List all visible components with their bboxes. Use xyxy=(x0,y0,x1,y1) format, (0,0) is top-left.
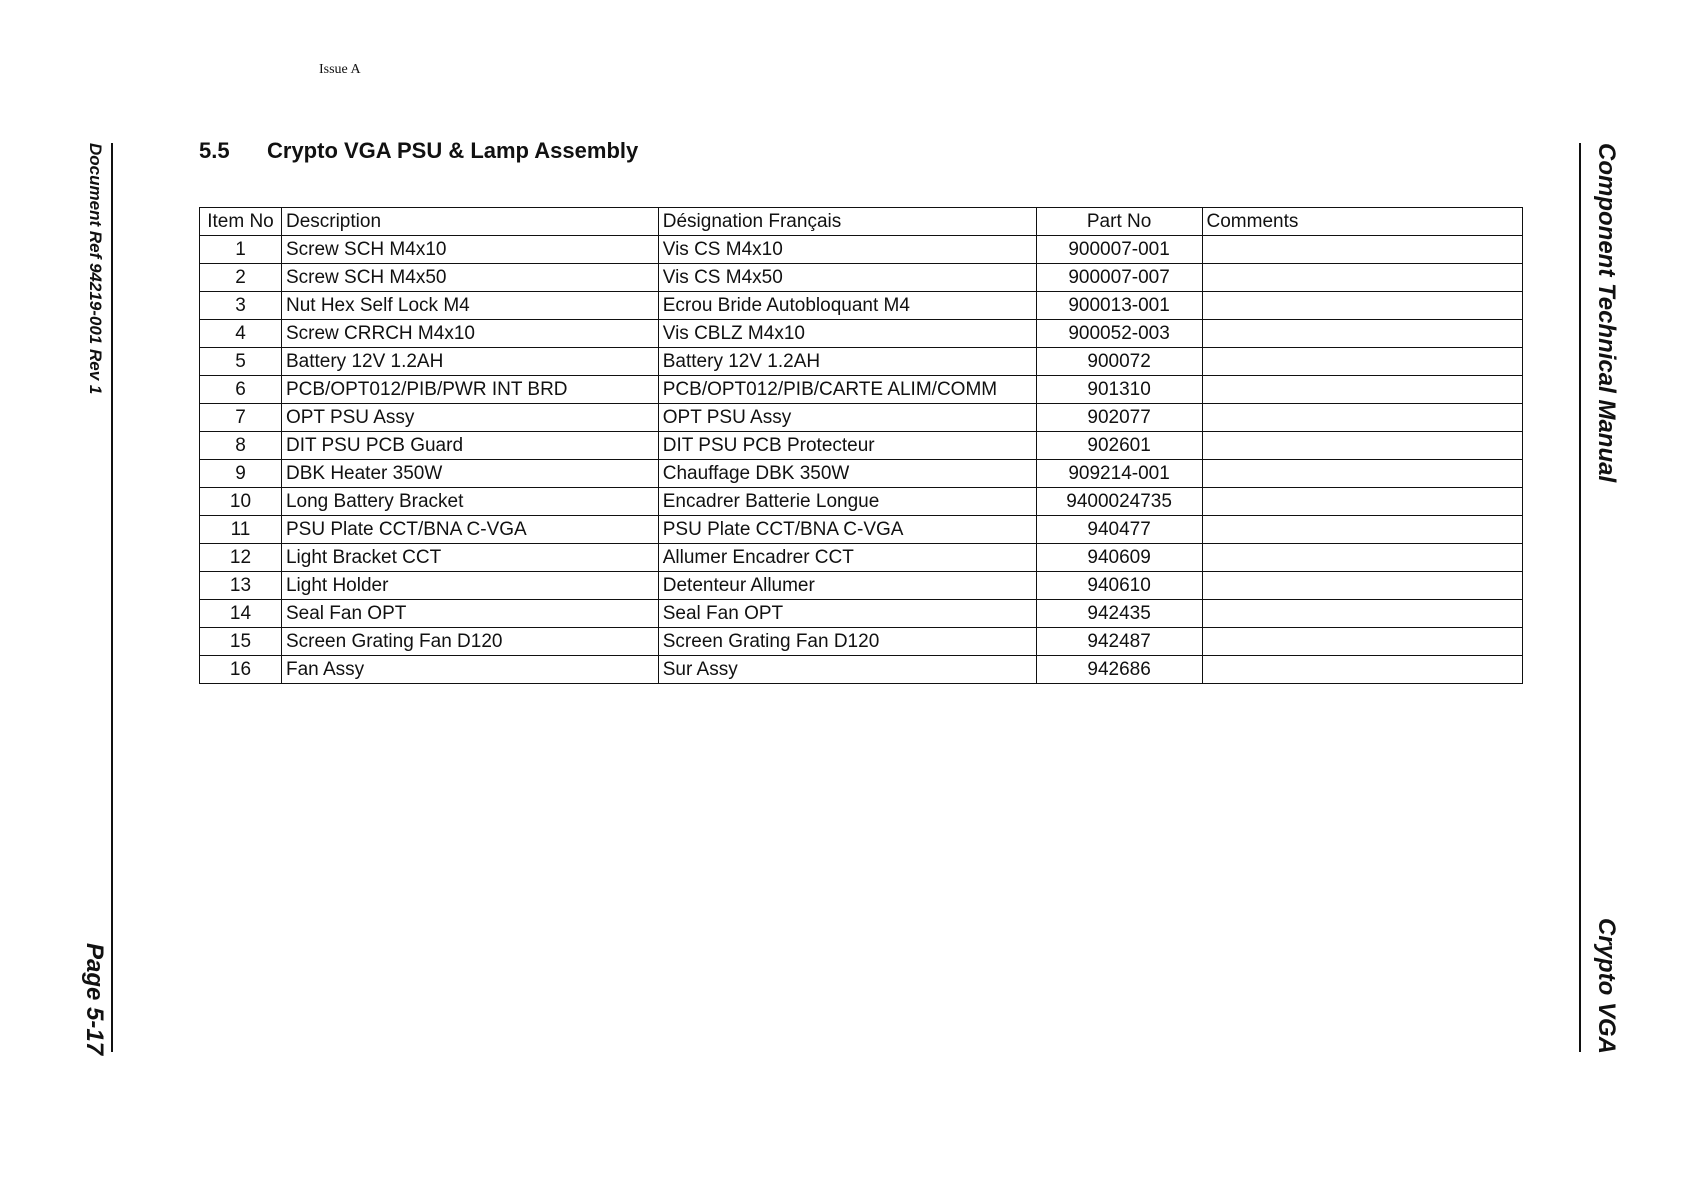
designation-cell: Chauffage DBK 350W xyxy=(658,460,1036,488)
item-no-cell: 2 xyxy=(200,264,282,292)
item-no-cell: 15 xyxy=(200,628,282,656)
description-cell: Fan Assy xyxy=(281,656,658,684)
item-no-cell: 16 xyxy=(200,656,282,684)
part-no-cell: 901310 xyxy=(1036,376,1202,404)
description-cell: PCB/OPT012/PIB/PWR INT BRD xyxy=(281,376,658,404)
comments-cell xyxy=(1202,320,1522,348)
document-ref: Document Ref 94219-001 Rev 1 xyxy=(86,143,105,395)
comments-cell xyxy=(1202,348,1522,376)
table-row xyxy=(200,544,1523,572)
description-cell: DBK Heater 350W xyxy=(281,460,658,488)
manual-title: Component Technical Manual xyxy=(1593,143,1620,483)
table-row xyxy=(200,376,1523,404)
table-row xyxy=(200,404,1523,432)
part-no-cell: 940477 xyxy=(1036,516,1202,544)
table-row xyxy=(200,320,1523,348)
item-no-cell: 3 xyxy=(200,292,282,320)
part-no-cell: 909214-001 xyxy=(1036,460,1202,488)
designation-cell: OPT PSU Assy xyxy=(658,404,1036,432)
comments-cell xyxy=(1202,572,1522,600)
designation-cell: Battery 12V 1.2AH xyxy=(658,348,1036,376)
part-no-cell: 900072 xyxy=(1036,348,1202,376)
description-cell: Screw SCH M4x10 xyxy=(281,236,658,264)
description-cell: Long Battery Bracket xyxy=(281,488,658,516)
part-no-cell: 940609 xyxy=(1036,544,1202,572)
designation-cell: Screen Grating Fan D120 xyxy=(658,628,1036,656)
table-row xyxy=(200,236,1523,264)
designation-cell: Encadrer Batterie Longue xyxy=(658,488,1036,516)
part-no-cell: 900013-001 xyxy=(1036,292,1202,320)
designation-cell: DIT PSU PCB Protecteur xyxy=(658,432,1036,460)
item-no-cell: 6 xyxy=(200,376,282,404)
part-no-cell: 900007-001 xyxy=(1036,236,1202,264)
section-heading xyxy=(199,138,638,164)
item-no-cell: 8 xyxy=(200,432,282,460)
description-cell: Screen Grating Fan D120 xyxy=(281,628,658,656)
designation-cell: Sur Assy xyxy=(658,656,1036,684)
description-cell: OPT PSU Assy xyxy=(281,404,658,432)
item-no-cell: 4 xyxy=(200,320,282,348)
comments-cell xyxy=(1202,488,1522,516)
comments-cell xyxy=(1202,628,1522,656)
description-cell: Seal Fan OPT xyxy=(281,600,658,628)
table-row xyxy=(200,292,1523,320)
table-row xyxy=(200,432,1523,460)
designation-cell: PSU Plate CCT/BNA C-VGA xyxy=(658,516,1036,544)
part-no-cell: 900007-007 xyxy=(1036,264,1202,292)
item-no-cell: 12 xyxy=(200,544,282,572)
comments-cell xyxy=(1202,432,1522,460)
comments-cell xyxy=(1202,376,1522,404)
comments-cell xyxy=(1202,516,1522,544)
item-no-cell: 10 xyxy=(200,488,282,516)
header-part-no: Part No xyxy=(1036,208,1202,236)
designation-cell: Vis CS M4x50 xyxy=(658,264,1036,292)
section-number: 5.5 xyxy=(199,138,230,163)
designation-cell: Detenteur Allumer xyxy=(658,572,1036,600)
description-cell: Screw CRRCH M4x10 xyxy=(281,320,658,348)
header-description: Description xyxy=(281,208,658,236)
header-item-no: Item No xyxy=(200,208,282,236)
item-no-cell: 1 xyxy=(200,236,282,264)
part-no-cell: 940610 xyxy=(1036,572,1202,600)
table-row xyxy=(200,264,1523,292)
comments-cell xyxy=(1202,460,1522,488)
left-margin-rule xyxy=(111,143,113,1052)
comments-cell xyxy=(1202,236,1522,264)
header-comments: Comments xyxy=(1202,208,1522,236)
item-no-cell: 5 xyxy=(200,348,282,376)
section-title: Crypto VGA PSU & Lamp Assembly xyxy=(267,138,639,163)
description-cell: Battery 12V 1.2AH xyxy=(281,348,658,376)
table-row xyxy=(200,656,1523,684)
table-row xyxy=(200,488,1523,516)
part-no-cell: 942686 xyxy=(1036,656,1202,684)
item-no-cell: 7 xyxy=(200,404,282,432)
designation-cell: Vis CS M4x10 xyxy=(658,236,1036,264)
item-no-cell: 9 xyxy=(200,460,282,488)
table-row xyxy=(200,516,1523,544)
comments-cell xyxy=(1202,544,1522,572)
description-cell: DIT PSU PCB Guard xyxy=(281,432,658,460)
designation-cell: Vis CBLZ M4x10 xyxy=(658,320,1036,348)
description-cell: Light Bracket CCT xyxy=(281,544,658,572)
part-no-cell: 902077 xyxy=(1036,404,1202,432)
right-margin-rule xyxy=(1579,143,1581,1052)
table-row xyxy=(200,460,1523,488)
table-row xyxy=(200,628,1523,656)
designation-cell: Seal Fan OPT xyxy=(658,600,1036,628)
item-no-cell: 11 xyxy=(200,516,282,544)
part-no-cell: 9400024735 xyxy=(1036,488,1202,516)
part-no-cell: 942435 xyxy=(1036,600,1202,628)
description-cell: Nut Hex Self Lock M4 xyxy=(281,292,658,320)
item-no-cell: 14 xyxy=(200,600,282,628)
table-row xyxy=(200,600,1523,628)
comments-cell xyxy=(1202,292,1522,320)
parts-table xyxy=(199,207,1523,684)
page-number: Page 5-17 xyxy=(81,943,108,1056)
designation-cell: Allumer Encadrer CCT xyxy=(658,544,1036,572)
part-no-cell: 900052-003 xyxy=(1036,320,1202,348)
product-name: Crypto VGA xyxy=(1593,918,1620,1055)
item-no-cell: 13 xyxy=(200,572,282,600)
table-row xyxy=(200,348,1523,376)
table-row xyxy=(200,572,1523,600)
description-cell: Screw SCH M4x50 xyxy=(281,264,658,292)
issue-label: Issue A xyxy=(319,62,361,77)
comments-cell xyxy=(1202,600,1522,628)
part-no-cell: 942487 xyxy=(1036,628,1202,656)
comments-cell xyxy=(1202,404,1522,432)
description-cell: PSU Plate CCT/BNA C-VGA xyxy=(281,516,658,544)
comments-cell xyxy=(1202,264,1522,292)
header-designation: Désignation Français xyxy=(658,208,1036,236)
comments-cell xyxy=(1202,656,1522,684)
designation-cell: PCB/OPT012/PIB/CARTE ALIM/COMM xyxy=(658,376,1036,404)
description-cell: Light Holder xyxy=(281,572,658,600)
designation-cell: Ecrou Bride Autobloquant M4 xyxy=(658,292,1036,320)
part-no-cell: 902601 xyxy=(1036,432,1202,460)
table-header-row xyxy=(200,208,1523,236)
